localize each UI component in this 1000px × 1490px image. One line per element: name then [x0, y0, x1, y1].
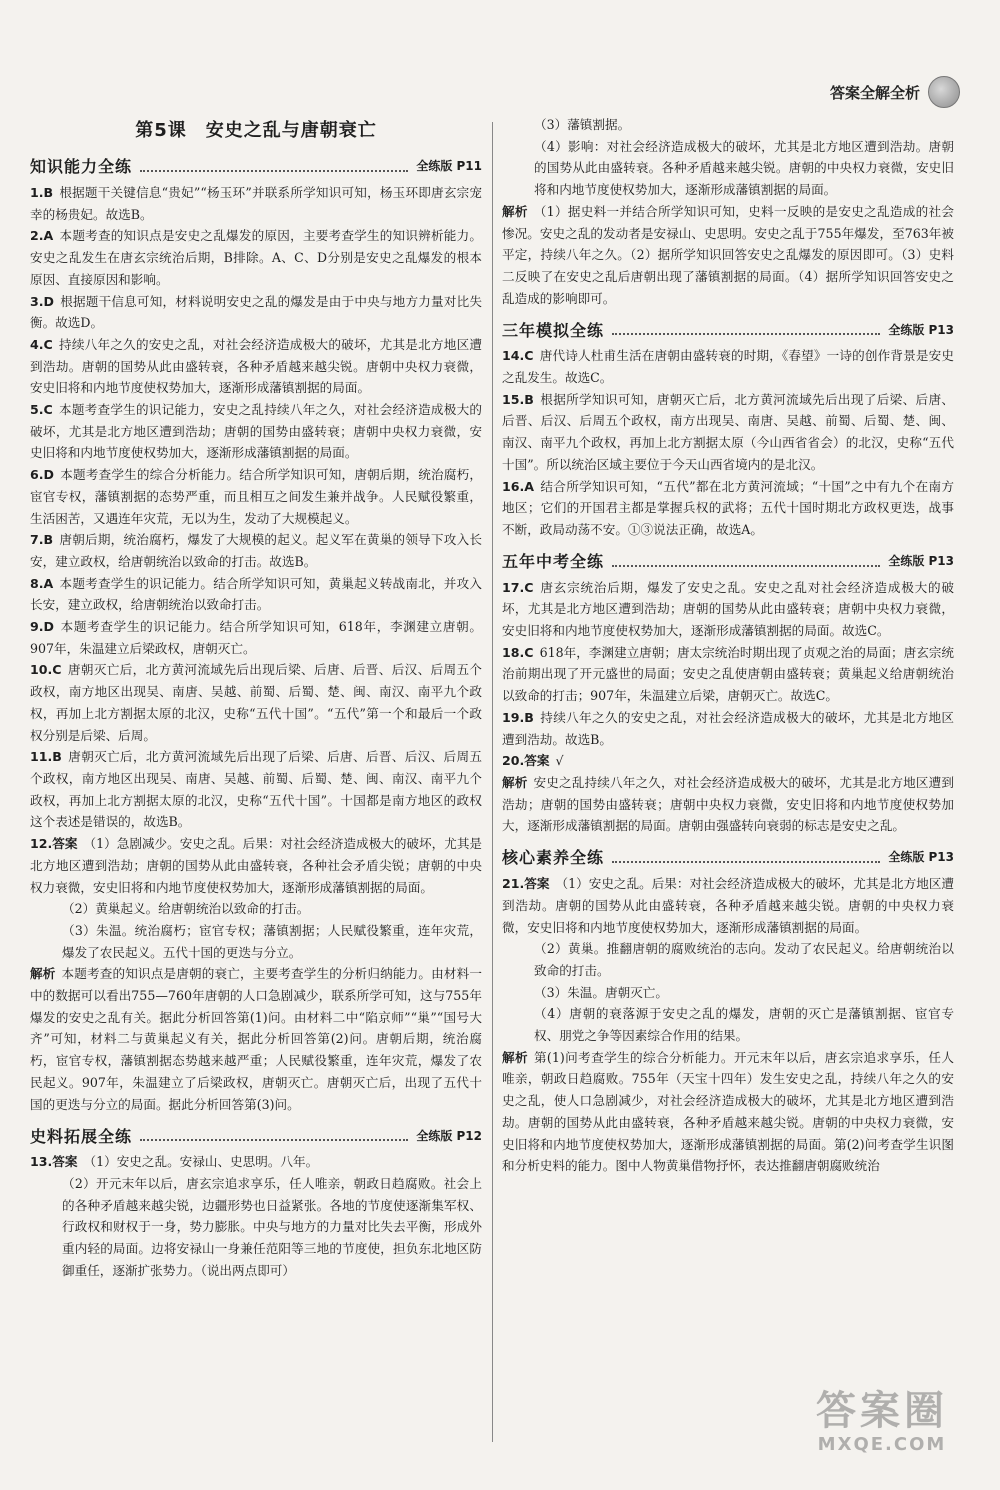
answer-subpart: （2）黄巢起义。给唐朝统治以致命的打击。	[62, 901, 310, 917]
answer-text: 持续八年之久的安史之乱，对社会经济造成极大的破坏，尤其是北方地区遭到浩劫。唐朝的国势从此由盛转衰，各种矛盾越来越尖锐。唐朝中央权力衰微，安史旧将和内地节度使权势加大，逐渐形成藩镇割据的局面。	[30, 336, 482, 396]
section-dots	[612, 861, 880, 863]
section-header-knowledge	[30, 152, 482, 178]
answer-text: 结合所学知识可知，“五代”都在北方黄河流域；“十国”之中有九个在南方地区；它们的开国君主都是掌握兵权的武将；五代十国时期北方政权更迭，战事不断，政局动荡不安。①③说法正确，故选A。	[502, 478, 954, 537]
watermark-text: 答案圈	[816, 1388, 948, 1434]
answer-number: 3.D	[30, 293, 55, 309]
analysis-label: 解析	[502, 203, 528, 219]
column-divider	[492, 122, 493, 1442]
analysis-text: 第(1)问考查学生的综合分析能力。开元末年以后，唐玄宗追求享乐，任人唯亲，朝政日趋腐败。755年（天宝十四年）发生安史之乱，持续八年之久的安史之乱，使人口急剧减少，对社会经济造成极大的破坏，尤其是北方地区遭到浩劫。唐朝的国势从此由盛转衰，各种矛盾越来越尖锐。唐朝的中央权力衰微，安史旧将和内地节度使权势加大，逐渐形成藩镇割据的局面。第(2)问考查学生识图和分析史料的能力。图中人物黄巢借物抒怀，表达推翻唐朝腐败统治	[502, 1049, 954, 1174]
answer-item	[502, 476, 954, 541]
answer-number: 20.答案	[502, 753, 550, 769]
answer-text: 持续八年之久的安史之乱，对社会经济造成极大的破坏，尤其是北方地区遭到浩劫。故选B。	[502, 709, 954, 747]
answer-item	[30, 291, 482, 334]
answer-text: 本题考查学生的识记能力，安史之乱持续八年之久，对社会经济造成极大的破坏，尤其是北方地区遭到浩劫；唐朝的国势由盛转衰；唐朝中央权力衰微，安史旧将和内地节度使权势加大，逐渐形成藩镇割据的局面。	[30, 402, 482, 461]
answer-item	[30, 529, 482, 572]
answer-item	[30, 573, 482, 616]
answer-item	[502, 389, 954, 476]
answer-subpart: （3）藩镇割据。	[534, 117, 631, 132]
answer-number: 17.C	[502, 579, 534, 595]
answer-number: 7.B	[30, 532, 54, 548]
analysis-label: 解析	[502, 1049, 528, 1065]
answer-number: 12.答案	[30, 836, 78, 852]
section-header-five-year	[502, 547, 954, 573]
analysis-paragraph	[30, 963, 482, 1115]
answer-text: 本题考查学生的识记能力。结合所学知识可知，618年，李渊建立唐朝。907年，朱温建立后梁政权，唐朝灭亡。	[30, 619, 482, 656]
analysis-text: 安史之乱持续八年之久，对社会经济造成极大的破坏，尤其是北方地区遭到浩劫；唐朝的国势由盛转衰；唐朝中央权力衰微，安史旧将和内地节度使权势加大，逐渐形成藩镇割据的局面。唐朝由强盛转向衰弱的标志是安史之乱。	[502, 774, 955, 834]
answer-text: 唐朝后期，统治腐朽，爆发了大规模的起义。起义军在黄巢的领导下攻入长安，建立政权，给唐朝统治以致命的打击。故选B。	[30, 532, 482, 569]
answer-text: 根据题干关键信息“贵妃”“杨玉环”并联系所学知识可知，杨玉环即唐玄宗宠幸的杨贵妃。故选B。	[30, 185, 482, 222]
section-ref: 全练版 P11	[416, 159, 482, 174]
answer-text: 唐玄宗统治后期，爆发了安史之乱。安史之乱对社会经济造成极大的破坏，尤其是北方地区遭到浩劫；唐朝的国势从此由盛转衰；唐朝中央权力衰微，安史旧将和内地节度使权势加大，逐渐形成藩镇割据的局面。故选C。	[502, 579, 954, 639]
answer-text: 唐朝灭亡后，北方黄河流域先后出现了后梁、后唐、后晋、后汉、后周五个政权，南方地区出现吴、南唐、吴越、前蜀、后蜀、楚、闽、南汉、南平九个政权，再加上北方割据太原的北汉，史称“五代十国”。十国都是南方地区的政权这个表述是错误的，故选B。	[30, 749, 482, 830]
answer-number: 5.C	[30, 402, 53, 418]
answer-number: 15.B	[502, 391, 534, 407]
section-header-sources	[30, 1121, 482, 1147]
answer-item	[502, 707, 954, 750]
answer-number: 18.C	[502, 644, 534, 660]
lesson-title: 第5课 安史之乱与唐朝衰亡	[135, 120, 377, 141]
analysis-text: 本题考查的知识点是唐朝的衰亡，主要考查学生的分析归纳能力。由材料一中的数据可以看出755—760年唐朝的人口急剧减少，联系所学可知，这与755年爆发的安史之乱有关。据此分析回答第(1)问。由材料二中“陷京师”“巢”“国号大齐”可知，材料二与黄巢起义有关，据此分析回答第(2)问。唐朝后期，统治腐朽，宦官专权，藩镇割据态势越来越严重；人民赋役繁重，连年灾荒，爆发了农民起义。907年，朱温建立了后梁政权，唐朝灭亡。唐朝灭亡后，出现了五代十国的更迭与分立的局面。据此分析回答第(3)问。	[30, 966, 483, 1112]
section-title: 史料拓展全练	[30, 1126, 133, 1146]
answer-number: 13.答案	[30, 1154, 78, 1170]
analysis-paragraph	[502, 201, 954, 310]
answer-subpart: （2）黄巢。推翻唐朝的腐败统治的志向。发动了农民起义。给唐朝统治以致命的打击。	[534, 941, 954, 978]
right-column	[502, 114, 954, 1177]
answer-number: 4.C	[30, 336, 53, 352]
section-title: 五年中考全练	[502, 551, 605, 571]
analysis-label: 解析	[502, 774, 528, 790]
page-header	[830, 76, 960, 108]
answer-item	[30, 334, 482, 399]
answer-text: 唐代诗人杜甫生活在唐朝由盛转衰的时期，《春望》一诗的创作背景是安史之乱发生。故选C。	[502, 348, 954, 386]
left-column	[30, 114, 482, 1281]
answer-number: 19.B	[502, 709, 534, 725]
answer-number: 2.A	[30, 228, 54, 244]
answer-number: 6.D	[30, 467, 55, 483]
answer-number: 10.C	[30, 662, 62, 678]
answer-number: 21.答案	[502, 876, 550, 892]
section-title: 知识能力全练	[30, 157, 133, 177]
answer-item	[30, 659, 482, 746]
section-title: 三年模拟全练	[502, 320, 605, 340]
section-header-core	[502, 843, 954, 869]
section-dots	[612, 565, 880, 567]
watermark-url: MXQE.COM	[817, 1434, 947, 1455]
section-ref: 全练版 P12	[416, 1128, 482, 1143]
answer-item	[30, 225, 482, 290]
answer-number: 8.A	[30, 575, 54, 591]
section-ref: 全练版 P13	[888, 553, 954, 568]
answer-subpart: （4）影响：对社会经济造成极大的破坏，尤其是北方地区遭到浩劫。唐朝的国势从此由盛转衰。各种矛盾越来越尖锐。唐朝的中央权力衰微，安史旧将和内地节度使权势加大，逐渐形成藩镇割据的局面。	[534, 138, 954, 198]
answer-item	[502, 577, 954, 642]
answer-item	[502, 642, 954, 707]
answer-subpart: （2）开元末年以后，唐玄宗追求享乐，任人唯亲，朝政日趋腐败。社会上的各种矛盾越来越尖锐，边疆形势也日益紧张。各地的节度使逐渐集军权、行政权和财权于一身，势力膨胀。中央与地方的力量对比失去平衡，形成外重内轻的局面。边将安禄山一身兼任范阳等三地的节度使，担负东北地区防御重任，逐渐扩张势力。（说出两点即可）	[62, 1175, 482, 1278]
section-ref: 全练版 P13	[888, 850, 954, 865]
answer-subpart: （3）朱温。统治腐朽；宦官专权；藩镇割据；人民赋役繁重，连年灾荒，爆发了农民起义。五代十国的更迭与分立。	[62, 922, 482, 960]
answer-item	[30, 616, 482, 659]
answer-item	[502, 345, 954, 388]
answer-item	[30, 746, 482, 833]
answer-item	[30, 182, 482, 225]
answer-text: （1）安史之乱。后果：对社会经济造成极大的破坏，尤其是北方地区遭到浩劫。唐朝的国势从此由盛转衰，各种矛盾越来越尖锐。唐朝的中央权力衰微，安史旧将和内地节度使权势加大，逐渐形成藩镇割据的局面。	[502, 876, 955, 935]
check-mark: √	[555, 753, 564, 769]
answer-number: 14.C	[502, 348, 534, 364]
answer-item	[30, 464, 482, 529]
answer-item	[30, 399, 482, 464]
watermark-logo	[792, 1388, 972, 1468]
answer-text: 本题考查学生的综合分析能力。结合所学知识可知，唐朝后期，统治腐朽，宦官专权，藩镇割据的态势严重，而且相互之间发生兼并战争。人民赋役繁重，生活困苦，又遇连年灾荒，无以为生，发动了大规模起义。	[30, 467, 482, 526]
answer-number: 9.D	[30, 619, 55, 635]
section-dots	[612, 333, 880, 335]
answer-text: （1）急剧减少。安史之乱。后果：对社会经济造成极大的破坏，尤其是北方地区遭到浩劫；唐朝的国势从此由盛转衰，各种社会矛盾尖锐；唐朝的中央权力衰微，安史旧将和内地节度使权势加大，逐渐形成藩镇割据的局面。	[30, 836, 483, 895]
answer-number: 11.B	[30, 749, 62, 765]
answer-item-12	[30, 833, 482, 898]
section-dots	[140, 170, 408, 172]
section-ref: 全练版 P13	[888, 322, 954, 337]
header-text: 答案全解全析	[829, 83, 920, 102]
header-badge-icon	[928, 76, 960, 108]
answer-text: 根据题干信息可知，材料说明安史之乱的爆发是由于中央与地方力量对比失衡。故选D。	[30, 293, 482, 331]
section-title: 核心素养全练	[502, 848, 605, 868]
analysis-paragraph	[502, 1047, 954, 1177]
answer-subpart: （3）朱温。唐朝灭亡。	[534, 984, 668, 1000]
answer-item-21	[502, 873, 954, 938]
analysis-text: （1）据史料一并结合所学知识可知，史料一反映的是安史之乱造成的社会惨况。安史之乱的发动者是安禄山、史思明。安史之乱于755年爆发，至763年被平定，持续八年之久。（2）据所学知识回答安史之乱爆发的原因即可。（3）史料二反映了在安史之乱后唐朝出现了藩镇割据的局面。（4）据所学知识回答安史之乱造成的影响即可。	[502, 203, 954, 306]
analysis-label: 解析	[30, 966, 56, 982]
answer-text: 本题考查的知识点是安史之乱爆发的原因，主要考查学生的知识辨析能力。安史之乱发生在唐玄宗统治后期，B排除。A、C、D分别是安史之乱爆发的根本原因、直接原因和影响。	[30, 228, 482, 287]
analysis-paragraph	[502, 772, 954, 837]
answer-text: 本题考查学生的识记能力。结合所学知识可知，黄巢起义转战南北，并攻入长安，建立政权，给唐朝统治以致命打击。	[30, 575, 482, 613]
section-dots	[140, 1139, 408, 1141]
answer-subpart: （4）唐朝的衰落源于安史之乱的爆发，唐朝的灭亡是藩镇割据、宦官专权、朋党之争等因素综合作用的结果。	[534, 1006, 954, 1044]
answer-number: 16.A	[502, 478, 535, 494]
answer-text: 618年，李渊建立唐朝；唐太宗统治时期出现了贞观之治的局面；唐玄宗统治前期出现了开元盛世的局面；安史之乱使唐朝由盛转衰；黄巢起义给唐朝统治以致命的打击；907年，朱温建立后梁，唐朝灭亡。故选C。	[502, 644, 955, 704]
answer-text: （1）安史之乱。安禄山、史思明。八年。	[83, 1154, 319, 1170]
answer-text: 根据所学知识可知，唐朝灭亡后，北方黄河流域先后出现了后梁、后唐、后晋、后汉、后周五个政权，南方出现吴、南唐、吴越、前蜀、后蜀、楚、闽、南汉、南平九个政权，再加上北方割据太原（今山西省省会）的北汉，史称“五代十国”。所以统治区域主要位于今天山西省境内的是北汉。	[502, 391, 954, 472]
answer-item-20	[502, 750, 954, 772]
answer-text: 唐朝灭亡后，北方黄河流域先后出现后梁、后唐、后晋、后汉、后周五个政权，南方地区出现吴、南唐、吴越、前蜀、后蜀、楚、闽、南汉、南平九个政权，再加上北方割据太原的北汉，史称“五代十国”。“五代”第一个和最后一个政权分别是后梁、后周。	[30, 662, 482, 743]
section-header-three-year	[502, 315, 954, 341]
answer-item-13	[30, 1151, 482, 1173]
answer-number: 1.B	[30, 185, 54, 200]
